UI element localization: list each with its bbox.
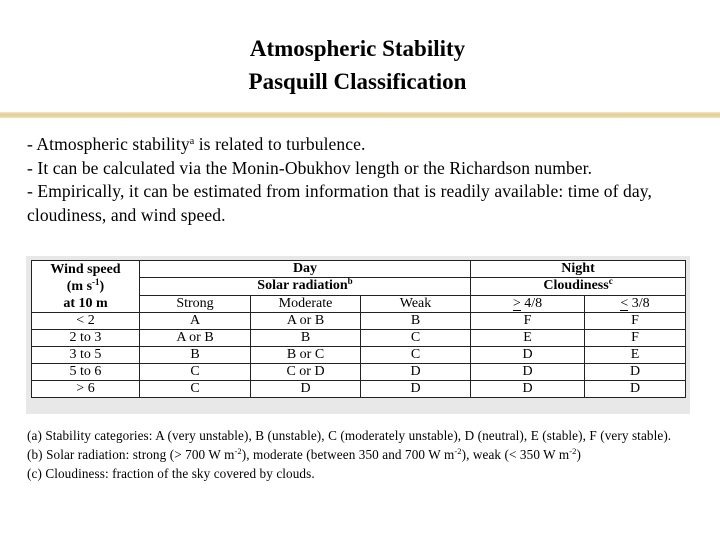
footnote-b-text-2: ), moderate (between 350 and 700 W m xyxy=(241,447,455,462)
table-cell: C xyxy=(361,347,471,364)
table-cell: E xyxy=(471,330,585,347)
table-row xyxy=(32,364,686,381)
row-wind-speed: > 6 xyxy=(32,381,140,398)
lte-symbol: < xyxy=(620,295,629,311)
table-cell: F xyxy=(585,313,686,330)
table-cell: D xyxy=(471,347,585,364)
table-cell: F xyxy=(585,330,686,347)
bullet-1-text: - Atmospheric stability xyxy=(27,134,190,154)
footnote-b xyxy=(27,445,707,464)
table-cell: B xyxy=(361,313,471,330)
table-cell: F xyxy=(471,313,585,330)
table-row xyxy=(32,347,686,364)
wind-speed-unit xyxy=(32,278,139,295)
wind-speed-label: Wind speed xyxy=(50,262,121,277)
title-divider xyxy=(0,112,720,118)
bullet-1-text-end: is related to turbulence. xyxy=(194,134,366,154)
slide-title xyxy=(0,32,715,98)
footnote-c: (c) Cloudiness: fraction of the sky covered by clouds. xyxy=(27,466,315,481)
col-weak: Weak xyxy=(361,295,471,312)
col-cloud-low xyxy=(585,295,686,312)
footnotes xyxy=(27,426,707,483)
table-cell: D xyxy=(585,381,686,398)
footnote-b-exp-1: -2 xyxy=(234,446,242,456)
table-cell: D xyxy=(585,364,686,381)
solar-radiation-label: Solar radiation xyxy=(257,278,348,294)
table-row xyxy=(32,330,686,347)
footnote-b-text-3: ), weak (< 350 W m xyxy=(461,447,570,462)
night-header: Night xyxy=(471,261,686,278)
table-cell: A or B xyxy=(251,313,361,330)
stability-table-frame xyxy=(26,256,690,414)
col-moderate: Moderate xyxy=(251,295,361,312)
table-cell: B xyxy=(251,330,361,347)
footnote-marker-b: b xyxy=(347,276,353,287)
cloudiness-label: Cloudiness xyxy=(543,278,609,294)
row-wind-speed: < 2 xyxy=(32,313,140,330)
bullet-1 xyxy=(27,133,707,157)
table-cell: B or C xyxy=(251,347,361,364)
footnote-b-text-4: ) xyxy=(576,447,582,462)
col-cloud-high xyxy=(471,295,585,312)
row-wind-speed: 5 to 6 xyxy=(32,364,140,381)
table-cell: A or B xyxy=(140,330,251,347)
bullet-2: - It can be calculated via the Monin-Obukhov length or the Richardson number. xyxy=(27,157,593,178)
row-wind-speed: 2 to 3 xyxy=(32,330,140,347)
table-cell: C xyxy=(361,330,471,347)
table-cell: B xyxy=(140,347,251,364)
cloudiness-header xyxy=(471,278,686,295)
bullet-3: - Empirically, it can be estimated from information that is readily available: time of day, cloudiness, and wind speed. xyxy=(27,181,652,225)
title-line-2: Pasquill Classification xyxy=(248,69,467,94)
row-wind-speed: 3 to 5 xyxy=(32,347,140,364)
bullet-list xyxy=(27,133,707,227)
table-row xyxy=(32,381,686,398)
title-line-1: Atmospheric Stability xyxy=(249,36,466,61)
table-cell: D xyxy=(471,381,585,398)
footnote-marker-a: a xyxy=(189,136,195,147)
table-cell: C or D xyxy=(251,364,361,381)
cloud-low-value: 3/8 xyxy=(628,295,650,311)
footnote-b-exp-3: -2 xyxy=(569,446,577,456)
gte-symbol: > xyxy=(512,295,521,311)
footnote-b-exp-2: -2 xyxy=(454,446,462,456)
table-cell: D xyxy=(251,381,361,398)
table-cell: E xyxy=(585,347,686,364)
unit-exponent: -1 xyxy=(92,277,100,287)
wind-speed-header xyxy=(32,261,140,313)
table-cell: A xyxy=(140,313,251,330)
unit-prefix: (m s xyxy=(66,279,93,294)
stability-table xyxy=(31,260,686,398)
table-row xyxy=(32,313,686,330)
table-cell: C xyxy=(140,364,251,381)
day-header: Day xyxy=(140,261,471,278)
footnote-b-text-1: (b) Solar radiation: strong (> 700 W m xyxy=(27,447,235,462)
col-strong: Strong xyxy=(140,295,251,312)
footnote-marker-c: c xyxy=(608,276,613,287)
table-cell: D xyxy=(361,381,471,398)
footnote-a: (a) Stability categories: A (very unstable), B (unstable), C (moderately unstable), D (neutral), E (stable), F (very stable). xyxy=(27,428,672,443)
wind-speed-height: at 10 m xyxy=(63,296,108,311)
solar-radiation-header xyxy=(140,278,471,295)
table-cell: D xyxy=(361,364,471,381)
cloud-high-value: 4/8 xyxy=(520,295,543,311)
table-cell: D xyxy=(471,364,585,381)
unit-suffix: ) xyxy=(99,279,105,294)
table-cell: C xyxy=(140,381,251,398)
